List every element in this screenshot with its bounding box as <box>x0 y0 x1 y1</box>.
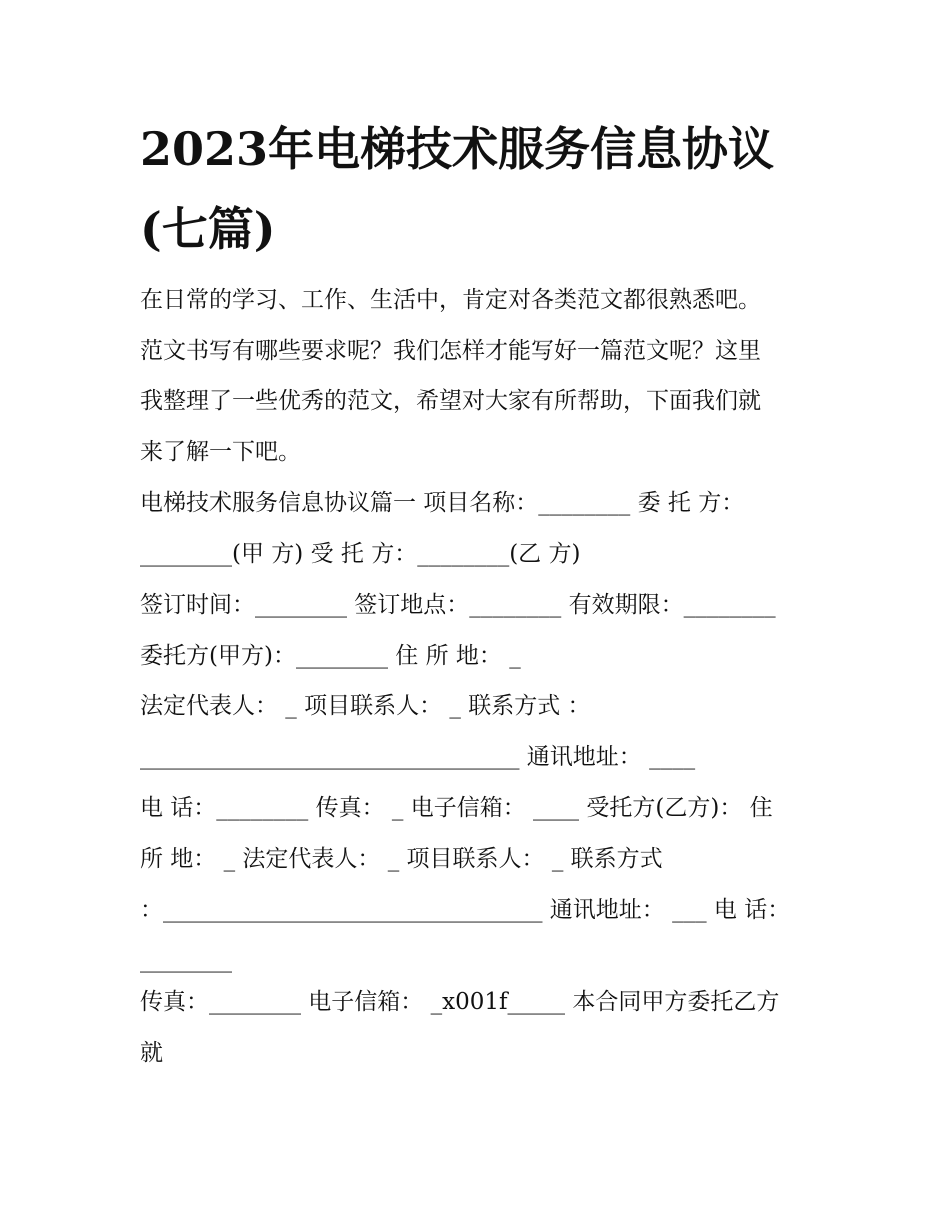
paragraph-line: 委托方(甲方)：________ 住 所 地： _ <box>140 643 521 669</box>
paragraph-line: 就 <box>140 1040 163 1066</box>
paragraph-line: 电 话：________ 传真： _ 电子信箱： ____ 受托方(乙方)： 住 <box>140 795 773 821</box>
paragraph-line: 我整理了一些优秀的范文，希望对大家有所帮助，下面我们就 <box>140 388 761 414</box>
paragraph-line: 签订时间：________ 签订地点：________ 有效期限：________ <box>140 592 776 618</box>
paragraph-line: 电梯技术服务信息协议篇一 项目名称：________ 委 托 方： <box>140 490 745 516</box>
paragraph-line: ：_________________________________ 通讯地址： ___ 电 话： <box>140 897 791 923</box>
document-title: 2023年电梯技术服务信息协议 <box>140 122 775 176</box>
paragraph-line: 范文书写有哪些要求呢？我们怎样才能写好一篇范文呢？这里 <box>140 338 761 364</box>
paragraph-line: 所 地： _ 法定代表人： _ 项目联系人： _ 联系方式 <box>140 846 663 872</box>
paragraph-line: ________ <box>140 947 232 973</box>
paragraph-line: 来了解一下吧。 <box>140 439 301 465</box>
paragraph-line: 传真：________ 电子信箱： _x001f_____ 本合同甲方委托乙方 <box>140 989 780 1015</box>
paragraph-line: 法定代表人： _ 项目联系人： _ 联系方式 ： <box>140 693 591 719</box>
paragraph-line: ________(甲 方) 受 托 方：________(乙 方) <box>140 541 581 567</box>
paragraph-line: _________________________________ 通讯地址： ____ <box>140 744 696 770</box>
document-title-continued: (七篇) <box>140 202 276 256</box>
paragraph-line: 在日常的学习、工作、生活中，肯定对各类范文都很熟悉吧。 <box>140 287 761 313</box>
